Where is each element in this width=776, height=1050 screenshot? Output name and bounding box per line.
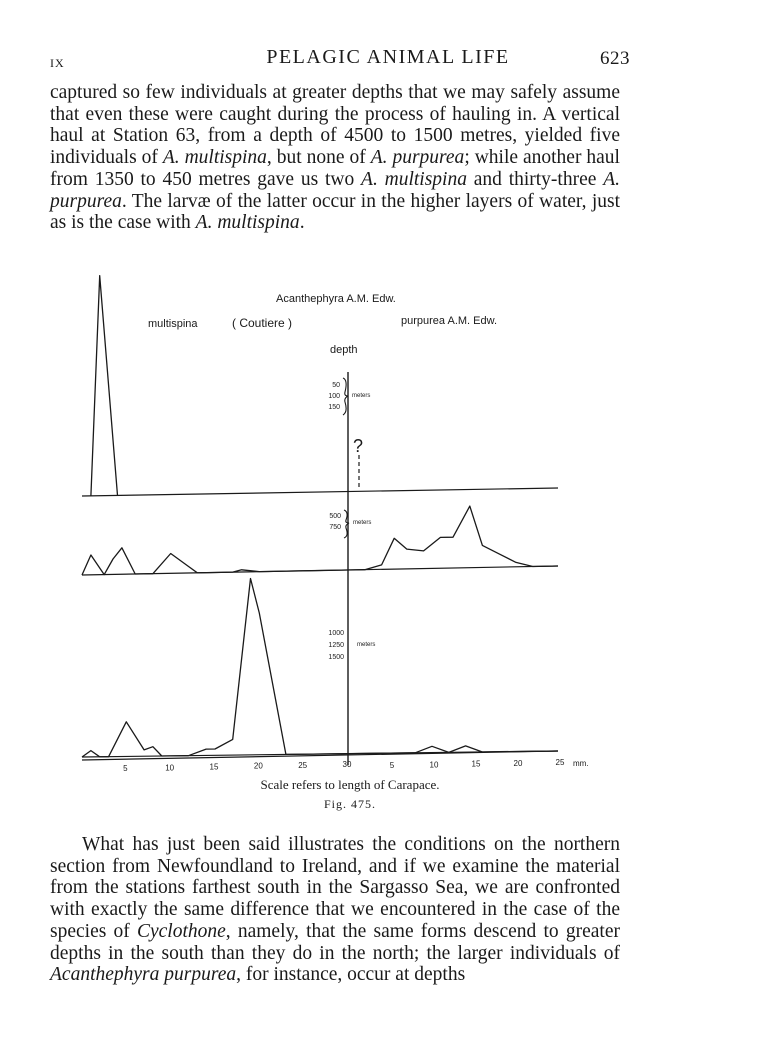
chart-panels: [82, 276, 558, 757]
depth-value: 50: [332, 382, 340, 389]
text-run: , but none of: [266, 147, 371, 169]
depth-value: 750: [329, 524, 341, 531]
legend-left-species: multispina: [148, 318, 198, 330]
series-line-multispina-panel-2: [82, 548, 348, 575]
species-name: A. multispina: [361, 168, 467, 190]
depth-brace: [343, 378, 348, 415]
genus-name: Cyclothone: [136, 920, 226, 942]
depth-bracket-1000-1500: [328, 630, 375, 661]
chapter-number: IX: [50, 56, 65, 70]
x-axis-unit: mm.: [573, 759, 589, 768]
text-run: and thirty-three: [466, 168, 604, 190]
x-tick-label: 25: [555, 757, 565, 767]
figure-scale-note: Scale refers to length of Carapace.: [260, 777, 440, 792]
depth-value: 1000: [328, 630, 344, 637]
depth-value: 1250: [328, 642, 344, 649]
x-tick-label: 25: [298, 760, 308, 770]
text-run: , namely, that the same forms descend to greater depths in the south than they do in the north; the larger individuals of: [50, 920, 620, 964]
depth-value: 150: [328, 404, 340, 411]
series-line-purpurea-panel-2: [348, 506, 558, 570]
depth-unit-label: meters: [357, 642, 376, 648]
panel-baseline: [82, 488, 558, 496]
species-name: A. multispina: [162, 147, 267, 169]
paragraph-1: [50, 82, 620, 234]
paragraph-2: [50, 834, 620, 986]
chart-title: Acanthephyra A.M. Edw.: [276, 293, 396, 305]
figure-475-chart: [0, 265, 776, 785]
x-tick-label: 20: [253, 761, 263, 771]
x-axis-ticks: [123, 758, 565, 773]
legend-author-note: ( Coutiere ): [232, 316, 293, 330]
x-tick-label: 5: [123, 764, 128, 774]
depth-value: 100: [328, 393, 340, 400]
running-title: PELAGIC ANIMAL LIFE: [266, 46, 510, 68]
species-name: A. purpurea: [370, 147, 465, 169]
text-run: ; while another haul from 1350 to 450 metres gave us two: [50, 147, 620, 190]
species-name: A. purpurea: [50, 168, 620, 212]
depth-value: 500: [329, 513, 341, 520]
depth-bracket-50-150: [328, 378, 370, 490]
page-number: 623: [600, 48, 630, 69]
series-line-multispina-panel-1: [91, 276, 118, 496]
x-tick-label: 10: [165, 763, 175, 773]
depth-unit-label: meters: [352, 393, 371, 399]
text-run: What has just been said illustrates the conditions on the northern section from Newfoundland to Ireland, and if we examine the material from the stations farthest south in the Sargasso Sea, we are confronted with exactly the same difference that we encountered in the case of the species of: [50, 834, 620, 942]
question-mark: ?: [353, 436, 364, 456]
x-tick-label: 20: [513, 758, 523, 768]
text-run: captured so few individuals at greater depths that we may safely assume that even these were caught during the process of hauling in. A vertical haul at Station 63, from a depth of 4500 to 1500 metres, yielded five individuals of: [50, 82, 620, 169]
figure-label: Fig. 475.: [323, 797, 376, 811]
species-name: Acanthephyra purpurea: [50, 964, 237, 986]
x-tick-label: 10: [429, 760, 439, 770]
text-run: .: [299, 212, 305, 234]
depth-bracket-500-750: [329, 510, 371, 538]
x-tick-label: 15: [209, 762, 219, 772]
x-tick-label: 15: [471, 759, 481, 769]
depth-unit-label: meters: [353, 520, 372, 526]
text-run: , for instance, occur at depths: [236, 964, 466, 986]
text-run: . The larvæ of the latter occur in the higher layers of water, just as is the case with: [50, 190, 620, 234]
x-tick-label: 30: [342, 759, 352, 769]
depth-axis-label: depth: [330, 344, 358, 356]
depth-value: 1500: [328, 654, 344, 661]
series-line-multispina-panel-3: [82, 579, 348, 758]
x-tick-label: 5: [389, 761, 395, 771]
species-name: A. multispina: [195, 212, 300, 234]
legend-right-species: purpurea A.M. Edw.: [401, 315, 497, 327]
